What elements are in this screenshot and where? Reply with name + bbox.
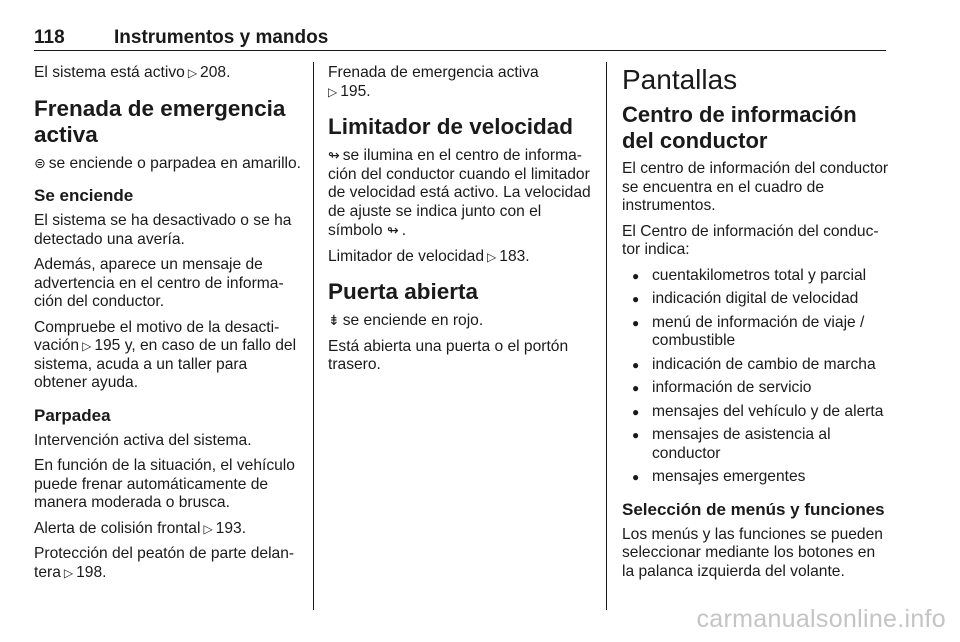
paragraph: Frenada de emergencia activa ▷ 195.: [328, 64, 539, 100]
paragraph: Está abierta una puerta o el portón trasero.: [328, 337, 569, 373]
column-divider-right: [606, 62, 607, 610]
paragraph: El sistema se ha desactivado o se ha detectado una avería.: [34, 212, 292, 248]
paragraph: Compruebe el motivo de la desactivación ▷ 195 y, en caso de un fallo del sistema, acuda a un taller para obtener ayuda.: [34, 318, 297, 391]
list-item: ● mensajes del vehículo y de alerta: [622, 403, 890, 422]
paragraph: El Centro de información del conductor indica:: [622, 222, 879, 258]
brake-icon-paragraph: ⊜ se enciende o parpadea en amarillo.: [34, 154, 302, 172]
list-item: ● menú de información de viaje / combustible: [622, 314, 890, 351]
intro-paragraph: El sistema está activo ▷ 208.: [34, 64, 231, 81]
watermark: carmanualsonline.info: [696, 605, 946, 633]
heading-driver-info-center: Centro de información del conductor: [622, 102, 857, 153]
page-reference-link[interactable]: 195.: [340, 82, 371, 100]
paragraph: Protección del peatón de parte delantera ▷ 198.: [34, 545, 295, 581]
list-item: ● mensajes emergentes: [622, 468, 890, 487]
heading-door-open: Puerta abierta: [328, 279, 479, 304]
list-item: ● información de servicio: [622, 379, 890, 398]
column-right: [622, 64, 890, 588]
list-item: ● cuentakilometros total y parcial: [622, 267, 890, 286]
door-open-icon: ⇟: [328, 312, 340, 328]
reference-arrow-icon: ▷: [187, 66, 198, 80]
reference-arrow-icon: ▷: [328, 84, 338, 99]
list-item: ● indicación de cambio de marcha: [622, 356, 890, 375]
list-item: ● indicación digital de velocidad: [622, 290, 890, 309]
speed-limiter-icon: ↬: [386, 222, 399, 238]
paragraph: ⇟ se enciende en rojo.: [328, 312, 484, 329]
list-item: ● mensajes de asistencia al conductor: [622, 426, 890, 463]
page-reference-link[interactable]: 208.: [200, 64, 231, 81]
reference-arrow-icon: ▷: [82, 339, 92, 353]
speed-limiter-icon: ↬: [328, 147, 340, 163]
page-reference-link[interactable]: 195: [94, 337, 121, 354]
paragraph: Intervención activa del sistema.: [34, 431, 252, 449]
paragraph: Los menús y las funciones se pueden seleccionar mediante los botones en la palanca izquierda del volante.: [622, 525, 883, 580]
reference-arrow-icon: ▷: [203, 521, 213, 536]
column-divider-left: [313, 62, 314, 610]
paragraph: Alerta de colisión frontal ▷ 193.: [34, 519, 247, 537]
page-reference-link[interactable]: 193.: [215, 519, 247, 537]
paragraph: Además, aparece un mensaje de advertencia en el centro de información del conductor.: [34, 256, 284, 310]
paragraph: Limitador de velocidad ▷ 183.: [328, 247, 530, 265]
subheading-flashes: Parpadea: [34, 405, 111, 425]
column-left: [34, 64, 302, 589]
heading-speed-limiter: Limitador de velocidad: [328, 114, 574, 139]
column-middle: [328, 64, 592, 382]
subheading-lights-on: Se enciende: [34, 186, 134, 205]
paragraph: El centro de información del conductor se encuentra en el cuadro de instrumentos.: [622, 160, 889, 214]
heading-emergency-braking: Frenada de emergencia activa: [34, 95, 286, 147]
page-reference-link[interactable]: 183.: [499, 247, 530, 265]
paragraph: En función de la situación, el vehículo puede frenar automáticamente de manera moderada o brusca.: [34, 457, 295, 511]
paragraph: ↬ se ilumina en el centro de información del conductor cuando el limitador de velocidad está activo. La velocidad de ajuste se indica junto con el símbolo ↬ .: [328, 147, 591, 239]
page-reference-link[interactable]: 198.: [76, 563, 107, 581]
reference-arrow-icon: ▷: [63, 565, 74, 580]
info-list: [622, 267, 890, 487]
subheading-menu-selection: Selección de menús y funciones: [622, 499, 885, 519]
title-displays: Pantallas: [622, 64, 738, 95]
page-header: [34, 26, 886, 51]
reference-arrow-icon: ▷: [487, 249, 497, 264]
brake-warning-icon: ⊜: [34, 154, 46, 171]
section-title: Instrumentos y mandos: [114, 27, 329, 48]
page-number: 118: [34, 27, 65, 48]
